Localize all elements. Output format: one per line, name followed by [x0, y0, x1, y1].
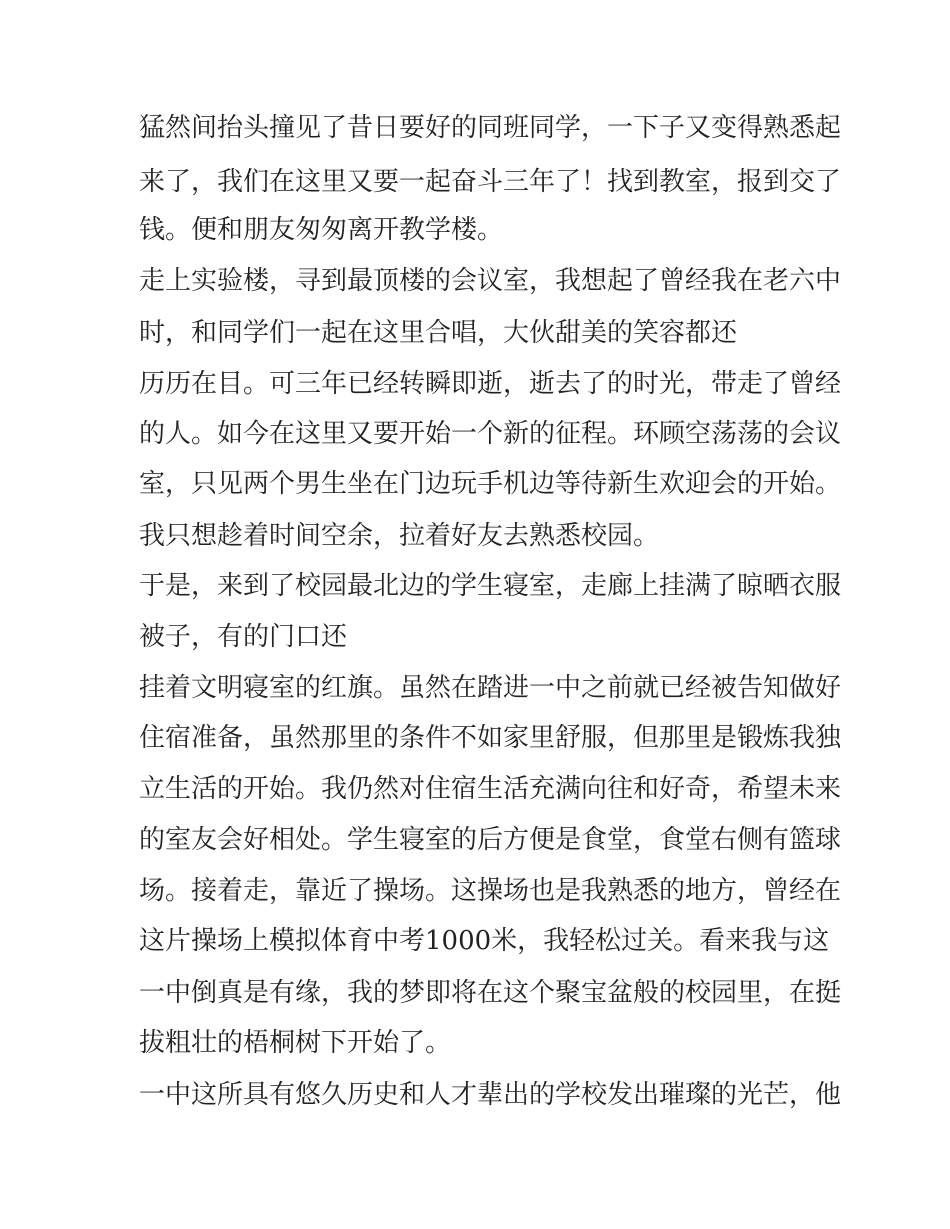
text-line-20: 一中这所具有悠久历史和人才辈出的学校发出璀璨的光芒，他 — [139, 1080, 842, 1110]
text-line-12: 挂着文明寝室的红旗。虽然在踏进一中之前就已经被告知做好 — [139, 673, 842, 703]
text-line-17: 这片操场上模拟体育中考1000米，我轻松过关。看来我与这 — [139, 926, 830, 956]
text-line-19: 拔粗壮的梧桐树下开始了。 — [139, 1028, 452, 1058]
text-line-3: 钱。便和朋友匆匆离开教学楼。 — [139, 215, 504, 245]
text-line-16: 场。接着走，靠近了操场。这操场也是我熟悉的地方，曾经在 — [139, 876, 842, 906]
text-line-18: 一中倒真是有缘，我的梦即将在这个聚宝盆般的校园里，在挺 — [139, 978, 842, 1008]
text-line-4: 走上实验楼，寻到最顶楼的会议室，我想起了曾经我在老六中 — [139, 266, 842, 296]
text-line-2: 来了，我们在这里又要一起奋斗三年了！找到教室，报到交了 — [139, 167, 842, 197]
text-line-6: 历历在目。可三年已经转瞬即逝，逝去了的时光，带走了曾经 — [139, 369, 842, 399]
text-line-8: 室，只见两个男生坐在门边玩手机边等待新生欢迎会的开始。 — [139, 469, 842, 499]
text-line-14: 立生活的开始。我仍然对住宿生活充满向往和好奇，希望未来 — [139, 774, 842, 804]
text-line-5: 时，和同学们一起在这里合唱，大伙甜美的笑容都还 — [139, 318, 738, 348]
text-line-13: 住宿准备，虽然那里的条件不如家里舒服，但那里是锻炼我独 — [139, 723, 842, 753]
text-line-1: 猛然间抬头撞见了昔日要好的同班同学，一下子又变得熟悉起 — [139, 113, 842, 143]
text-line-10: 于是，来到了校园最北边的学生寝室，走廊上挂满了晾晒衣服 — [139, 571, 842, 601]
text-line-9: 我只想趁着时间空余，拉着好友去熟悉校园。 — [139, 521, 660, 551]
text-line-7: 的人。如今在这里又要开始一个新的征程。环顾空荡荡的会议 — [139, 419, 842, 449]
text-line-15: 的室友会好相处。学生寝室的后方便是食堂，食堂右侧有篮球 — [139, 825, 842, 855]
text-line-11: 被子，有的门口还 — [139, 622, 348, 652]
